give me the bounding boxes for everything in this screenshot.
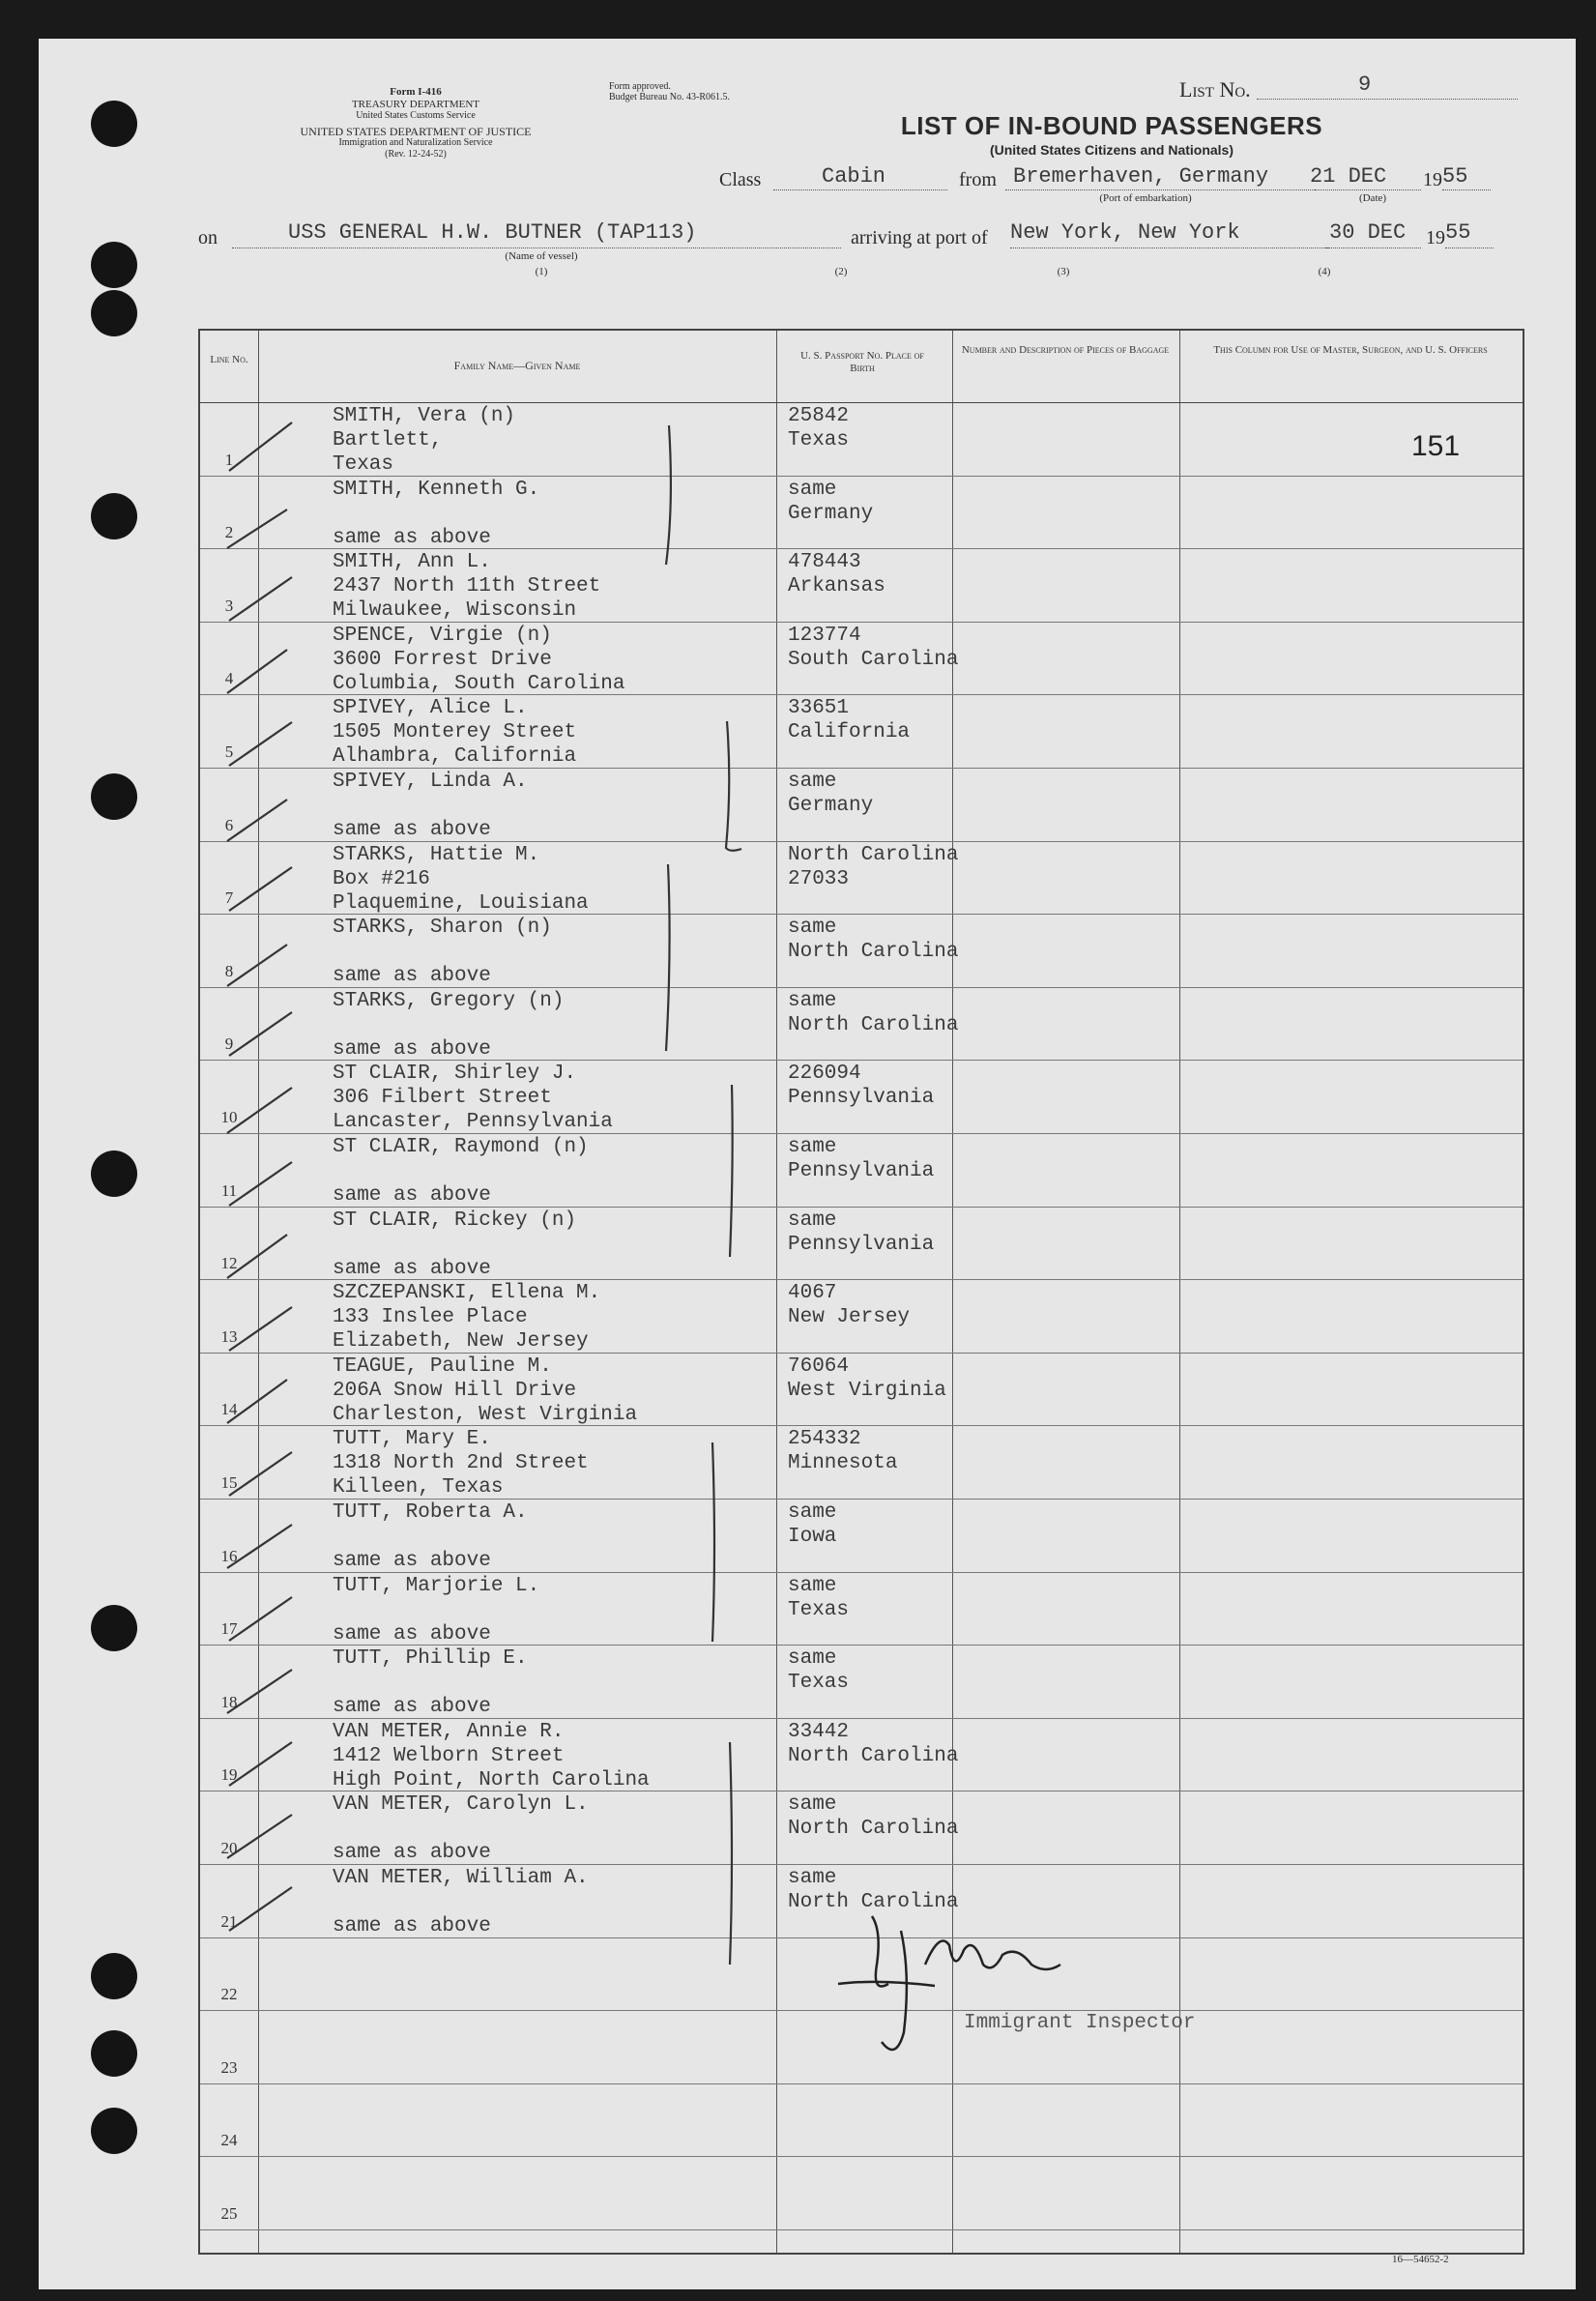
passport-birthplace-line: North Carolina [788, 1818, 959, 1841]
date2-year: 55 [1445, 220, 1471, 245]
passenger-name-line: SPENCE, Virgie (n) [333, 624, 552, 647]
passport-birthplace-line: North Carolina [788, 1891, 959, 1913]
passenger-name-line: VAN METER, Carolyn L. [333, 1793, 589, 1817]
col-header-name: Family Name—Given Name [453, 359, 581, 372]
date-caption: (Date) [1358, 192, 1387, 204]
passenger-name-line: 1505 Monterey Street [333, 721, 577, 744]
line-number: 23 [220, 2057, 238, 2077]
passport-birthplace-line: 478443 [788, 551, 861, 574]
passenger-name-line: 2437 North 11th Street [333, 575, 601, 598]
line-number: 14 [220, 1400, 238, 1419]
dept-ins: Immigration and Naturalization Service [338, 137, 493, 148]
line-number: 13 [220, 1326, 238, 1346]
line-number: 1 [224, 450, 234, 469]
list-no-value: 9 [1358, 73, 1372, 97]
vessel-caption: (Name of vessel) [505, 250, 578, 262]
budget-bureau: Budget Bureau No. 43-R061.5. [609, 92, 730, 102]
class-label: Class [719, 169, 762, 190]
passenger-name-line: SPIVEY, Linda A. [333, 771, 528, 793]
list-no-label: List No. [1179, 77, 1251, 102]
passport-birthplace-line: Texas [788, 429, 850, 451]
passenger-name-line: Plaquemine, Louisiana [333, 891, 589, 915]
caption-1: (1) [535, 266, 548, 277]
passenger-name-line: SMITH, Vera (n) [333, 405, 516, 427]
line-number: 15 [220, 1473, 238, 1492]
from-label: from [959, 169, 997, 190]
passenger-name-line: STARKS, Sharon (n) [333, 917, 552, 940]
passport-birthplace-line: same [788, 989, 837, 1012]
line-number: 17 [220, 1619, 238, 1639]
dept-treasury: TREASURY DEPARTMENT [351, 99, 480, 110]
col-header-baggage: Number and Description of Pieces of Baggage [961, 344, 1170, 356]
punch-hole [91, 290, 137, 336]
punch-hole [91, 242, 137, 288]
passenger-name-line: 3600 Forrest Drive [333, 648, 552, 671]
passenger-name-line: 206A Snow Hill Drive [333, 1379, 577, 1402]
date1-year: 55 [1442, 164, 1468, 189]
class-value: Cabin [822, 164, 886, 189]
line-number: 3 [224, 596, 234, 615]
passenger-name-line: VAN METER, William A. [333, 1867, 589, 1889]
form-approved: Form approved. [609, 81, 671, 92]
passport-birthplace-line: North Carolina [788, 843, 959, 866]
line-number: 7 [224, 888, 234, 908]
on-label: on [198, 227, 218, 248]
caption-3: (3) [1057, 266, 1070, 277]
passport-birthplace-line: 25842 [788, 405, 850, 427]
punch-hole [91, 773, 137, 820]
passenger-name-line: same as above [333, 1915, 491, 1937]
passenger-name-line: same as above [333, 965, 491, 988]
passport-birthplace-line: South Carolina [788, 648, 959, 671]
passenger-name-line: same as above [333, 1257, 491, 1280]
passport-birthplace-line: North Carolina [788, 941, 959, 964]
punch-hole [91, 1150, 137, 1197]
form-subtitle: (United States Citizens and Nationals) [989, 142, 1234, 158]
passenger-name-line: same as above [333, 1622, 491, 1646]
punch-hole [91, 493, 137, 539]
passenger-name-line: SPIVEY, Alice L. [333, 697, 528, 720]
line-number: 8 [224, 961, 234, 980]
form-number: Form I-416 [390, 86, 442, 98]
date1-day: 21 DEC [1310, 164, 1387, 189]
passenger-name-line: ST CLAIR, Raymond (n) [333, 1136, 589, 1158]
passenger-name-line: Box #216 [333, 867, 430, 890]
passport-birthplace-line: same [788, 1136, 837, 1158]
passenger-name-line: SMITH, Ann L. [333, 551, 491, 574]
passport-birthplace-line: same [788, 1793, 837, 1817]
date1-year-prefix: 19 [1423, 169, 1442, 190]
passport-birthplace-line: same [788, 917, 837, 940]
passenger-name-line: same as above [333, 1696, 491, 1719]
punch-hole [91, 2030, 137, 2077]
passport-birthplace-line: Texas [788, 1598, 850, 1621]
passport-birthplace-line: 33442 [788, 1720, 850, 1743]
line-number: 19 [220, 1765, 238, 1785]
line-number: 11 [220, 1180, 238, 1200]
handwritten-brackets [200, 331, 1523, 2253]
passenger-name-line: Texas [333, 453, 394, 476]
passport-birthplace-line: Arkansas [788, 575, 885, 598]
passenger-name-line: ST CLAIR, Shirley J. [333, 1063, 577, 1086]
line-number: 24 [220, 2131, 238, 2150]
punch-hole [91, 101, 137, 147]
passport-birthplace-line: 27033 [788, 867, 850, 890]
passport-birthplace-line: 33651 [788, 697, 850, 720]
passport-birthplace-line: same [788, 1867, 837, 1889]
passport-birthplace-line: Texas [788, 1672, 850, 1695]
passenger-name-line: 306 Filbert Street [333, 1087, 552, 1110]
from-value: Bremerhaven, Germany [1013, 164, 1269, 189]
passenger-name-line: Bartlett, [333, 429, 443, 451]
line-number: 20 [220, 1839, 238, 1857]
passport-birthplace-line: Iowa [788, 1526, 837, 1548]
line-number: 25 [220, 2204, 238, 2223]
passport-birthplace-line: 4067 [788, 1282, 837, 1305]
passport-birthplace-line: same [788, 478, 837, 501]
line-number: 6 [224, 815, 234, 834]
passenger-table [198, 329, 1524, 2255]
passenger-name-line: Charleston, West Virginia [333, 1403, 638, 1426]
passenger-name-line: Elizabeth, New Jersey [333, 1330, 589, 1354]
passenger-name-line: Killeen, Texas [333, 1476, 504, 1500]
port-embark-caption: (Port of embarkation) [1099, 192, 1192, 204]
passenger-name-line: STARKS, Hattie M. [333, 843, 540, 866]
passenger-name-line: TUTT, Roberta A. [333, 1501, 528, 1524]
passport-birthplace-line: same [788, 1501, 837, 1524]
line-number: 21 [220, 1911, 238, 1931]
date2-year-prefix: 19 [1426, 227, 1445, 248]
caption-2: (2) [834, 266, 848, 277]
passport-birthplace-line: Minnesota [788, 1452, 898, 1475]
punch-hole [91, 1605, 137, 1651]
col-header-officers: This Column for Use of Master, Surgeon, and U. S. Officers [1213, 344, 1488, 356]
line-number: 16 [220, 1546, 238, 1565]
form-page [39, 39, 1576, 2289]
passenger-name-line: 1318 North 2nd Street [333, 1452, 589, 1475]
passenger-name-line: 1412 Welborn Street [333, 1744, 565, 1767]
passenger-name-line: TEAGUE, Pauline M. [333, 1354, 552, 1378]
footer-code: 16—54652-2 [1392, 2254, 1449, 2265]
passport-birthplace-line: Pennsylvania [788, 1087, 935, 1110]
passenger-name-line: same as above [333, 1037, 491, 1061]
date2-day: 30 DEC [1329, 220, 1407, 245]
col-header-line-no: Line No. [210, 354, 248, 365]
passenger-name-line: Columbia, South Carolina [333, 672, 625, 695]
passenger-name-line: VAN METER, Annie R. [333, 1720, 565, 1743]
passport-birthplace-line: 76064 [788, 1354, 850, 1378]
passport-birthplace-line: same [788, 771, 837, 793]
passport-birthplace-line: same [788, 1647, 837, 1671]
passenger-name-line: ST CLAIR, Rickey (n) [333, 1209, 577, 1232]
passenger-name-line: TUTT, Phillip E. [333, 1647, 528, 1671]
passport-birthplace-line: Pennsylvania [788, 1160, 935, 1182]
dept-justice: UNITED STATES DEPARTMENT OF JUSTICE [300, 125, 532, 138]
passport-birthplace-line: Pennsylvania [788, 1233, 935, 1256]
inspector-caption: Immigrant Inspector [964, 2012, 1196, 2034]
col-header-passport: U. S. Passport No. Place of Birth [800, 350, 924, 374]
arriving-label: arriving at port of [851, 227, 988, 248]
arrival-port: New York, New York [1010, 220, 1240, 245]
passenger-name-line: Milwaukee, Wisconsin [333, 599, 577, 623]
passport-birthplace-line: New Jersey [788, 1306, 911, 1329]
passport-birthplace-line: California [788, 721, 911, 744]
passenger-name-line: TUTT, Mary E. [333, 1428, 491, 1451]
caption-4: (4) [1318, 266, 1331, 277]
revision: (Rev. 12-24-52) [385, 149, 447, 160]
passport-birthplace-line: 254332 [788, 1428, 861, 1451]
passport-birthplace-line: North Carolina [788, 1013, 959, 1036]
passport-birthplace-line: North Carolina [788, 1744, 959, 1767]
passenger-name-line: same as above [333, 526, 491, 549]
passport-birthplace-line: same [788, 1574, 837, 1597]
line-number: 10 [220, 1108, 238, 1126]
passport-birthplace-line: Germany [788, 795, 874, 817]
passport-birthplace-line: 123774 [788, 624, 861, 647]
passport-birthplace-line: Germany [788, 502, 874, 525]
passenger-name-line: Lancaster, Pennsylvania [333, 1111, 613, 1134]
passenger-name-line: Alhambra, California [333, 745, 577, 769]
passenger-name-line: SZCZEPANSKI, Ellena M. [333, 1282, 601, 1305]
passenger-name-line: 133 Inslee Place [333, 1306, 528, 1329]
passenger-name-line: High Point, North Carolina [333, 1768, 650, 1791]
passenger-name-line: TUTT, Marjorie L. [333, 1574, 540, 1597]
passenger-name-line: SMITH, Kenneth G. [333, 478, 540, 501]
passenger-name-line: same as above [333, 819, 491, 841]
passport-birthplace-line: same [788, 1209, 837, 1232]
dept-customs: United States Customs Service [356, 110, 476, 121]
passenger-name-line: same as above [333, 1842, 491, 1865]
passenger-name-line: same as above [333, 1550, 491, 1572]
punch-hole [91, 1953, 137, 1999]
punch-hole [91, 2108, 137, 2154]
passenger-name-line: same as above [333, 1184, 491, 1207]
line-number: 5 [224, 743, 234, 761]
form-title: LIST OF IN-BOUND PASSENGERS [900, 111, 1323, 140]
passport-birthplace-line: 226094 [788, 1063, 861, 1086]
line-number: 22 [220, 1985, 238, 2004]
vessel-name: USS GENERAL H.W. BUTNER (TAP113) [288, 220, 697, 245]
line-number: 9 [224, 1034, 234, 1054]
line-number: 2 [224, 523, 234, 542]
passport-birthplace-line: West Virginia [788, 1379, 946, 1402]
passenger-name-line: STARKS, Gregory (n) [333, 989, 565, 1012]
officer-note: 151 [1411, 430, 1461, 462]
line-number: 12 [220, 1254, 238, 1273]
line-number: 18 [220, 1692, 238, 1711]
line-number: 4 [224, 669, 234, 688]
